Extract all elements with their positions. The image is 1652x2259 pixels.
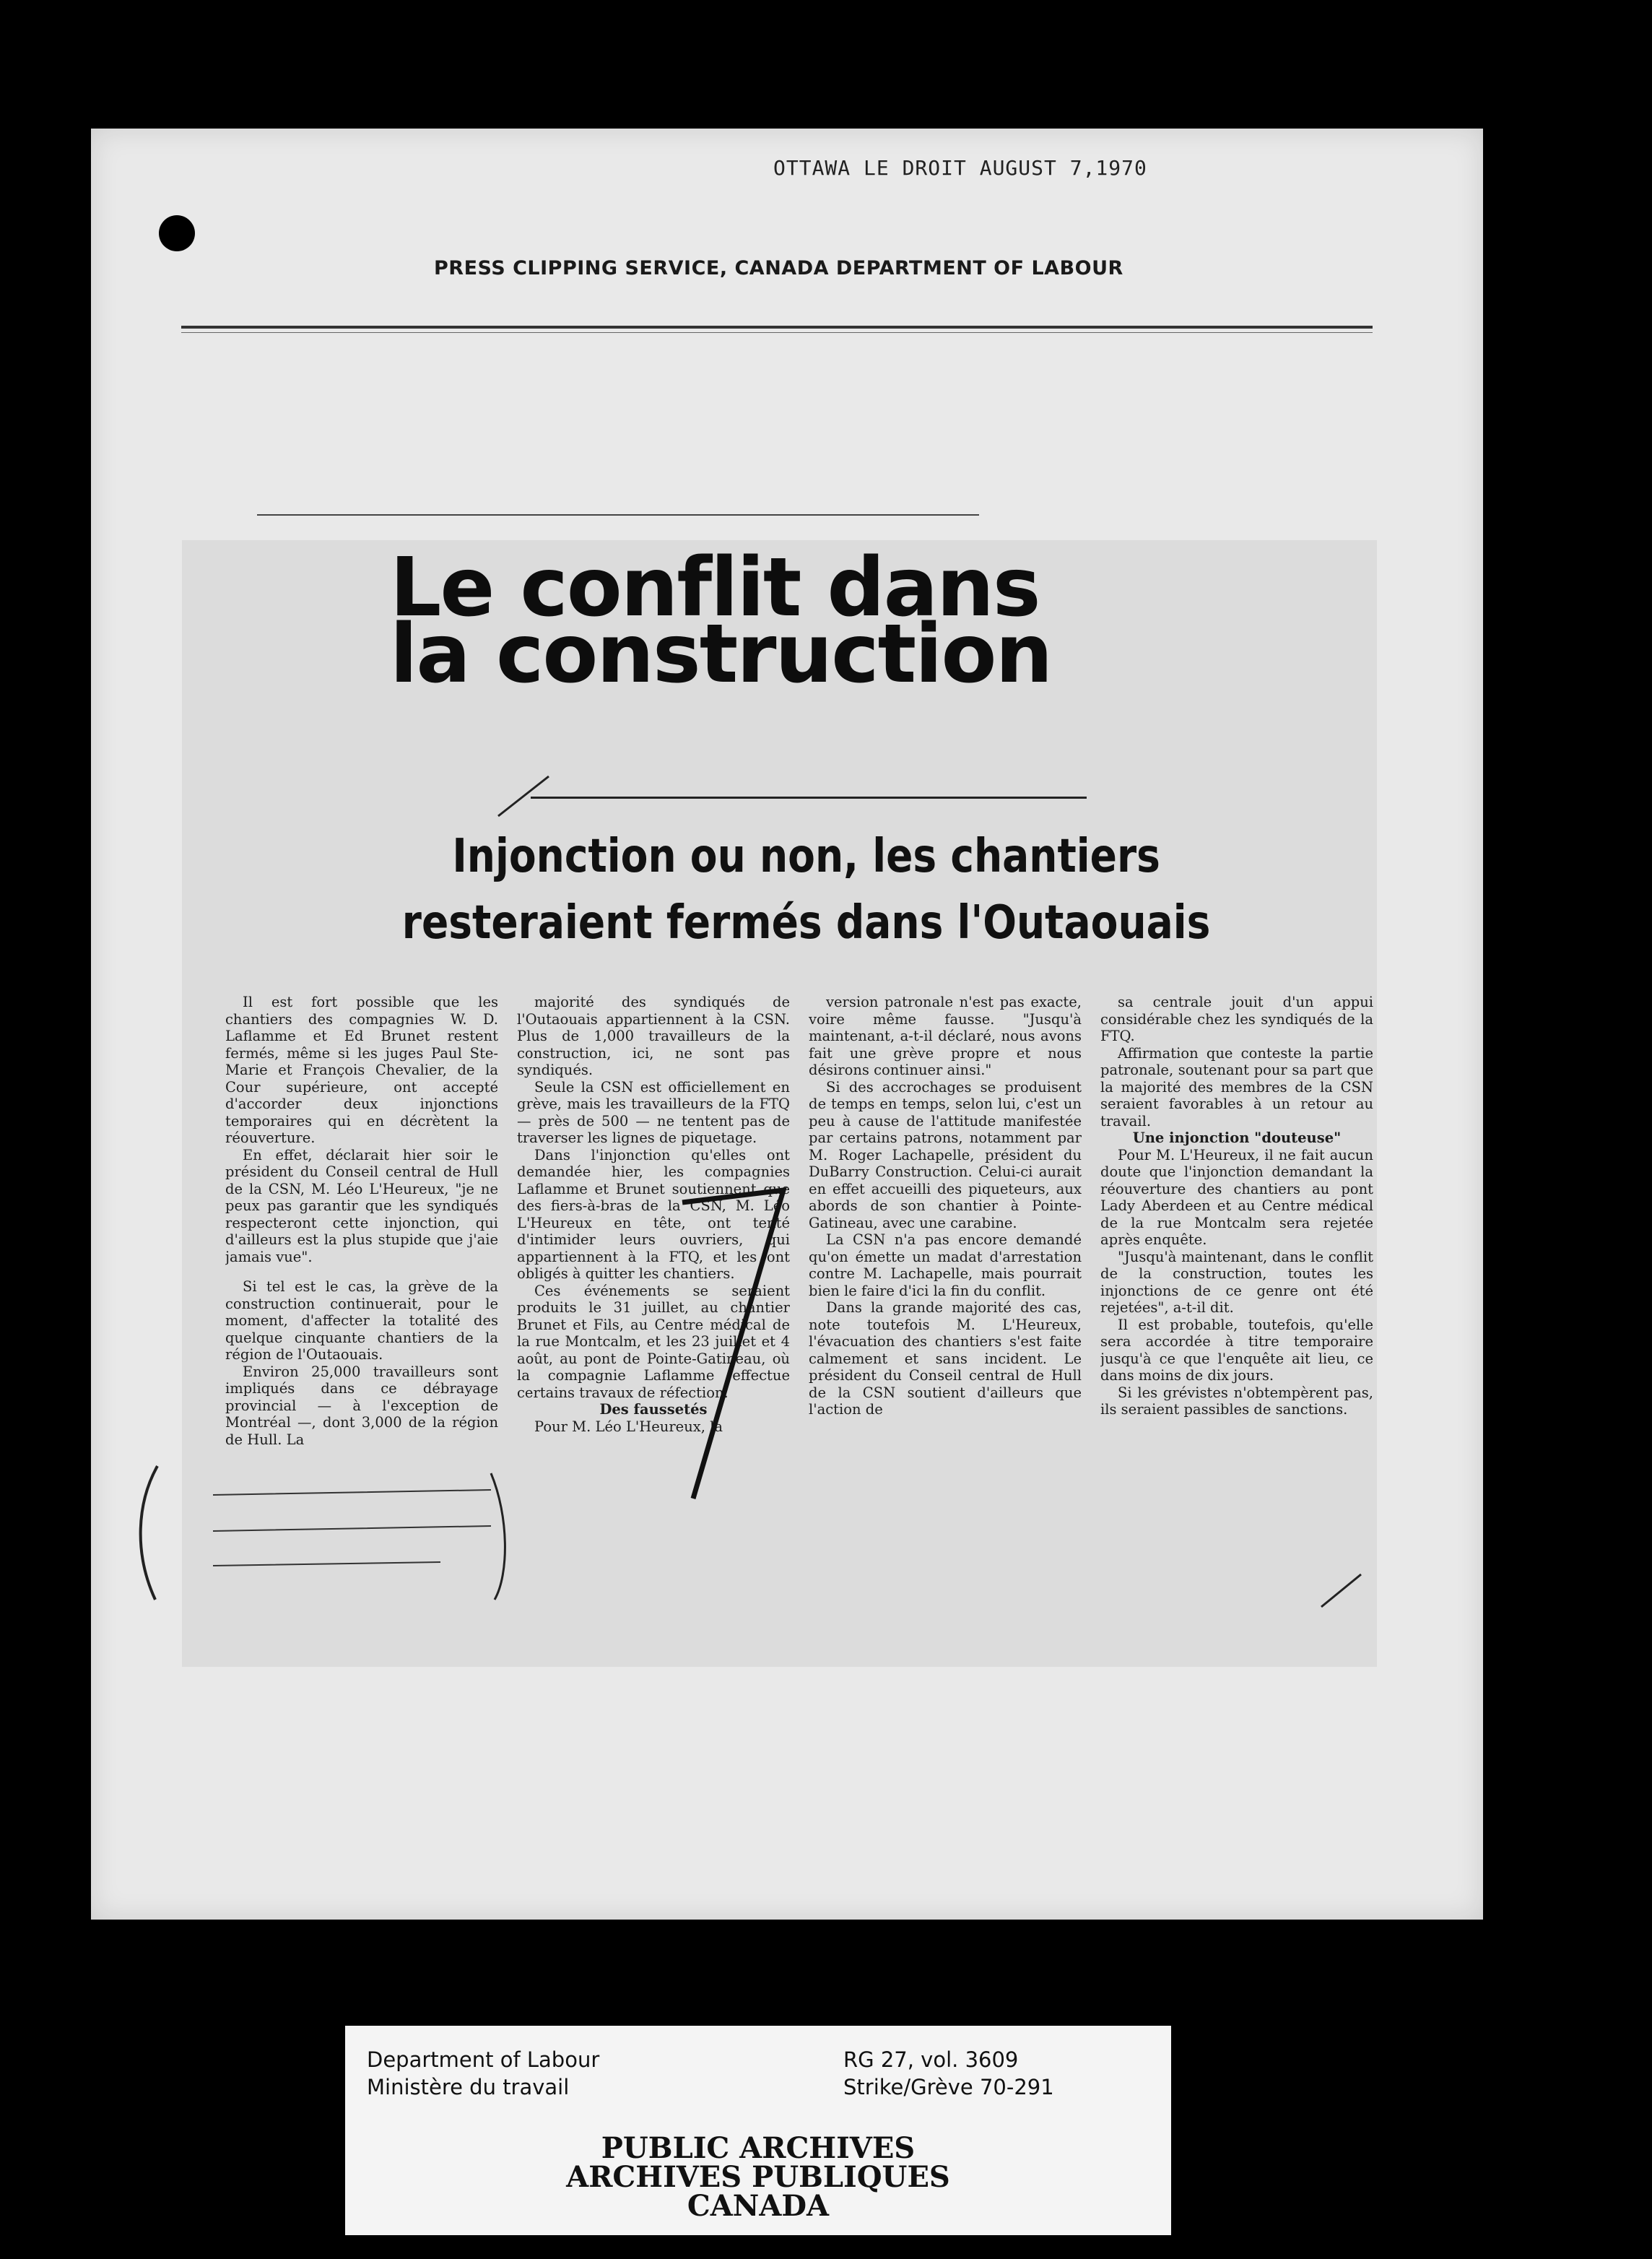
article-paragraph: Dans l'injonction qu'elles ont demandée hier, les compagnies Laflamme et Brunet soutiennent que des fiers-à-bras de la CSN, M. Léo L'Heureux en tête, ont tenté d'intimider leurs ouvriers, qui appartiennent à la FTQ, et les ont obligés à quitter les chantiers. [517,1146,790,1282]
article-paragraph: Pour M. Léo L'Heureux, la [534,1418,723,1435]
subheadline-line-1: Injonction ou non, les chantiers [452,830,1160,883]
archive-label-reference [843,2046,1054,2101]
headline-line-2: la construction [390,607,1052,701]
public-archives-stamp [345,2131,1171,2223]
article-paragraph: majorité des syndiqués de l'Outaouais appartiennent à la CSN. Plus de 1,000 travailleurs de la construction, ici, ne sont pas syndiqués. [517,994,790,1078]
article-paragraph: La CSN n'a pas encore demandé qu'on émette un madat d'arrestation contre M. Lachapelle, mais pourrait bien le faire d'ici la fin du conflit. [809,1231,1082,1299]
stamp-line-en: PUBLIC ARCHIVES [601,2131,916,2165]
dateline: OTTAWA LE DROIT AUGUST 7,1970 [773,156,1147,180]
strike-number: Strike/Grève 70-291 [843,2075,1054,2099]
column-subheading: Une injonction "douteuse" [1132,1130,1342,1146]
pencil-brace-mark [491,1473,505,1600]
article-paragraph: Affirmation que conteste la partie patronale, soutenant pour sa part que la majorité des membres de la CSN seraient favorables à un retour au travail. [1100,1044,1373,1130]
article-paragraph: Environ 25,000 travailleurs sont impliqués dans ce débrayage provincial — à l'exception de Montréal —, dont 3,000 de la région de Hull. La [225,1363,498,1448]
record-group: RG 27, vol. 3609 [843,2047,1019,2072]
pencil-underline-mark [213,1490,491,1566]
pencil-slash-mark [498,776,549,816]
article-paragraph: Pour M. L'Heureux, il ne fait aucun doute que l'injonction demandant la réouverture des chantiers au pont Lady Aberdeen et au Centre médical de la rue Montcalm sera rejetée après enquête. [1100,1146,1373,1248]
pencil-bracket-mark [141,1466,157,1600]
pencil-seven-mark [682,1190,783,1499]
archive-label-department [367,2046,599,2101]
article-paragraph: Dans la grande majorité des cas, note toutefois M. L'Heureux, l'évacuation des chantiers s'est faite calmement et sans incident. Le président du Conseil central de Hull de la CSN soutient d'ailleurs que l'action de [809,1299,1082,1418]
department-fr: Ministère du travail [367,2075,570,2099]
stamp-line-fr: ARCHIVES PUBLIQUES [566,2160,950,2194]
press-clipping-service-header: PRESS CLIPPING SERVICE, CANADA DEPARTMENT OF LABOUR [434,257,1123,279]
article-paragraph: Seule la CSN est officiellement en grève, mais les travailleurs de la FTQ — près de 500 — ne tentent pas de traverser les lignes de piquetage. [517,1078,790,1146]
article-paragraph: Il est probable, toutefois, qu'elle sera accordée à titre temporaire jusqu'à ce que l'enquête ait lieu, ce dans moins de dix jours. [1100,1316,1373,1384]
pencil-corner-mark [1321,1574,1361,1607]
headline-line-1: Le conflit dans [390,541,1040,635]
article-paragraph: Si tel est le cas, la grève de la construction continuerait, pour le moment, d'affecter la totalité des quelque cinquante chantiers de la région de l'Outaouais. [225,1278,498,1363]
article-paragraph: En effet, déclarait hier soir le président du Conseil central de Hull de la CSN, M. Léo L'Heureux, "je ne peux pas garantir que les syndiqués respecteront cette injonction, qui d'ailleurs est la plus stupide que j'aie jamais vue". [225,1146,498,1265]
article-paragraph: version patronale n'est pas exacte, voire même fausse. "Jusqu'à maintenant, a-t-il déclaré, nous avons fait une grève propre et nous désirons continuer ainsi." [809,994,1082,1078]
article-paragraph: Si les grévistes n'obtempèrent pas, ils seraient passibles de sanctions. [1100,1384,1373,1418]
column-subheading: Des faussetés [599,1401,708,1418]
archive-label [345,2026,1171,2235]
article-paragraph: Il est fort possible que les chantiers des compagnies W. D. Laflamme et Ed Brunet restent fermés, même si les juges Paul Ste-Marie et François Chevalier, de la Cour supérieure, ont accepté d'accorder deux injonctions temporaires qui en décrètent la réouverture. [225,994,498,1146]
article-paragraph: sa centrale jouit d'un appui considérable chez les syndiqués de la FTQ. [1100,994,1373,1044]
subheadline-line-2: resteraient fermés dans l'Outaouais [401,896,1211,950]
stamp-line-country: CANADA [687,2189,830,2223]
article-paragraph: "Jusqu'à maintenant, dans le conflit de la construction, toutes les injonctions de ce genre ont été rejetées", a-t-il dit. [1100,1248,1373,1316]
article-paragraph: Si des accrochages se produisent de temps en temps, selon lui, c'est un peu à cause de l'attitude manifestée par certains patrons, notamment par M. Roger Lachapelle, président du DuBarry Construction. Celui-ci aurait en effet accueilli des piqueteurs, aux abords de son chantier à Pointe-Gatineau, avec une carabine. [809,1078,1082,1231]
article-paragraph: Ces événements se seraient produits le 31 juillet, au chantier Brunet et Fils, au Centre médical de la rue Montcalm, et les 23 juillet et 4 août, au pont de Pointe-Gatineau, où la compagnie Laflamme effectue certains travaux de réfection. [517,1282,790,1401]
department-en: Department of Labour [367,2047,600,2072]
